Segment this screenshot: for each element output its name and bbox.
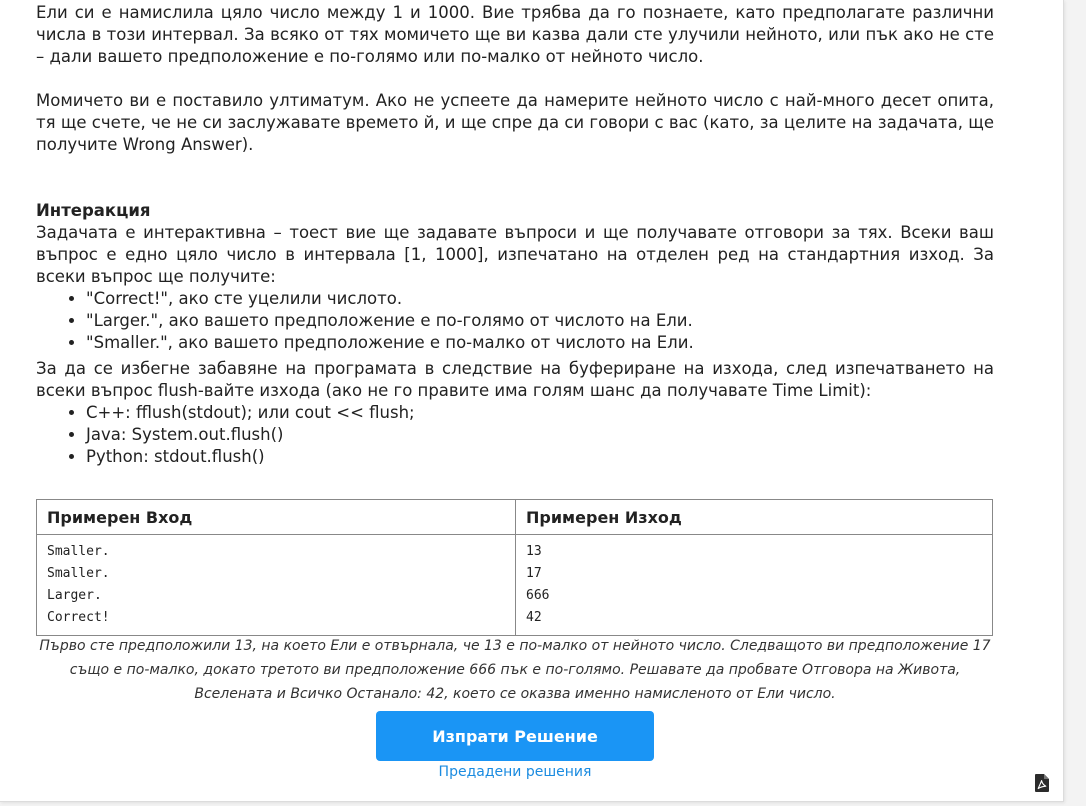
interaction-intro: Задачата е интерактивна – тоест вие ще задавате въпроси и ще получавате отговори за тях. Всеки ваш въпрос е едно цяло число в интервала [1, 1000], изпечатано на отделен ред на стандартния изход. За всеки въпрос ще получите: [36,223,994,286]
statement-paragraph-2: Момичето ви е поставило ултиматум. Ако не успеете да намерите нейното число с най-много десет опита, тя ще счете, че не си заслужавате времето й, и ще спре да си говори с вас (като, за целите на задачата, ще получите Wrong Answer). [36,91,994,154]
sample-output-header: Примерен Изход [516,500,993,535]
interaction-heading: Интеракция [36,201,151,220]
sample-input-line: Larger. [47,588,102,603]
submissions-link[interactable]: Предадени решения [438,764,592,780]
responses-list [36,288,994,354]
sample-output-line: 17 [526,566,542,581]
response-item: • "Larger.", ако вашето предположение е по-голямо от числото на Ели. [86,310,994,332]
sample-input-header: Примерен Вход [37,500,516,535]
problem-statement [36,2,994,468]
sample-output-line: 13 [526,544,542,559]
sample-input-line: Smaller. [47,544,110,559]
sample-input-line: Correct! [47,610,110,625]
sample-input-line: Smaller. [47,566,110,581]
response-item: • "Smaller.", ако вашето предположение е по-малко от числото на Ели. [86,332,994,354]
sample-table [36,499,993,636]
submit-solution-button[interactable]: Изпрати Решение [376,711,654,761]
statement-paragraph-1: Ели си е намислила цяло число между 1 и 1000. Вие трябва да го познаете, като предполагате различни числа в този интервал. За всяко от тях момичето ще ви казва дали сте улучили нейното, или пък ако не сте – дали вашето предположение е по-голямо или по-малко от нейното число. [36,3,994,66]
flush-item: • C++: fflush(stdout); или cout << flush; [86,402,994,424]
sample-input-cell [37,535,516,636]
flush-item: • Java: System.out.flush() [86,424,994,446]
sample-output-line: 42 [526,610,542,625]
sample-output-cell [516,535,993,636]
pdf-file-icon[interactable] [1035,774,1049,792]
sample-explanation: Първо сте предположили 13, на което Ели е отвърнала, че 13 е по-малко от нейното число. Следващото ви предположение 17 също е по-малко, докато третото ви предположение 666 пък е по-голямо. Решавате да пробвате Отговора на Живота, Вселената и Всичко Останало: 42, което се оказва именно намисленото от Ели число. [39,638,991,702]
flush-item: • Python: stdout.flush() [86,446,994,468]
flush-intro: За да се избегне забавяне на програмата в следствие на буфериране на изхода, след изпечатването на всеки въпрос flush-вайте изхода (ако не го правите има голям шанс да получавате Time Limit): [36,359,994,400]
sample-output-line: 666 [526,588,550,603]
table-row [37,535,993,636]
response-item: • "Correct!", ако сте уцелили числото. [86,288,994,310]
flush-list [36,402,994,468]
